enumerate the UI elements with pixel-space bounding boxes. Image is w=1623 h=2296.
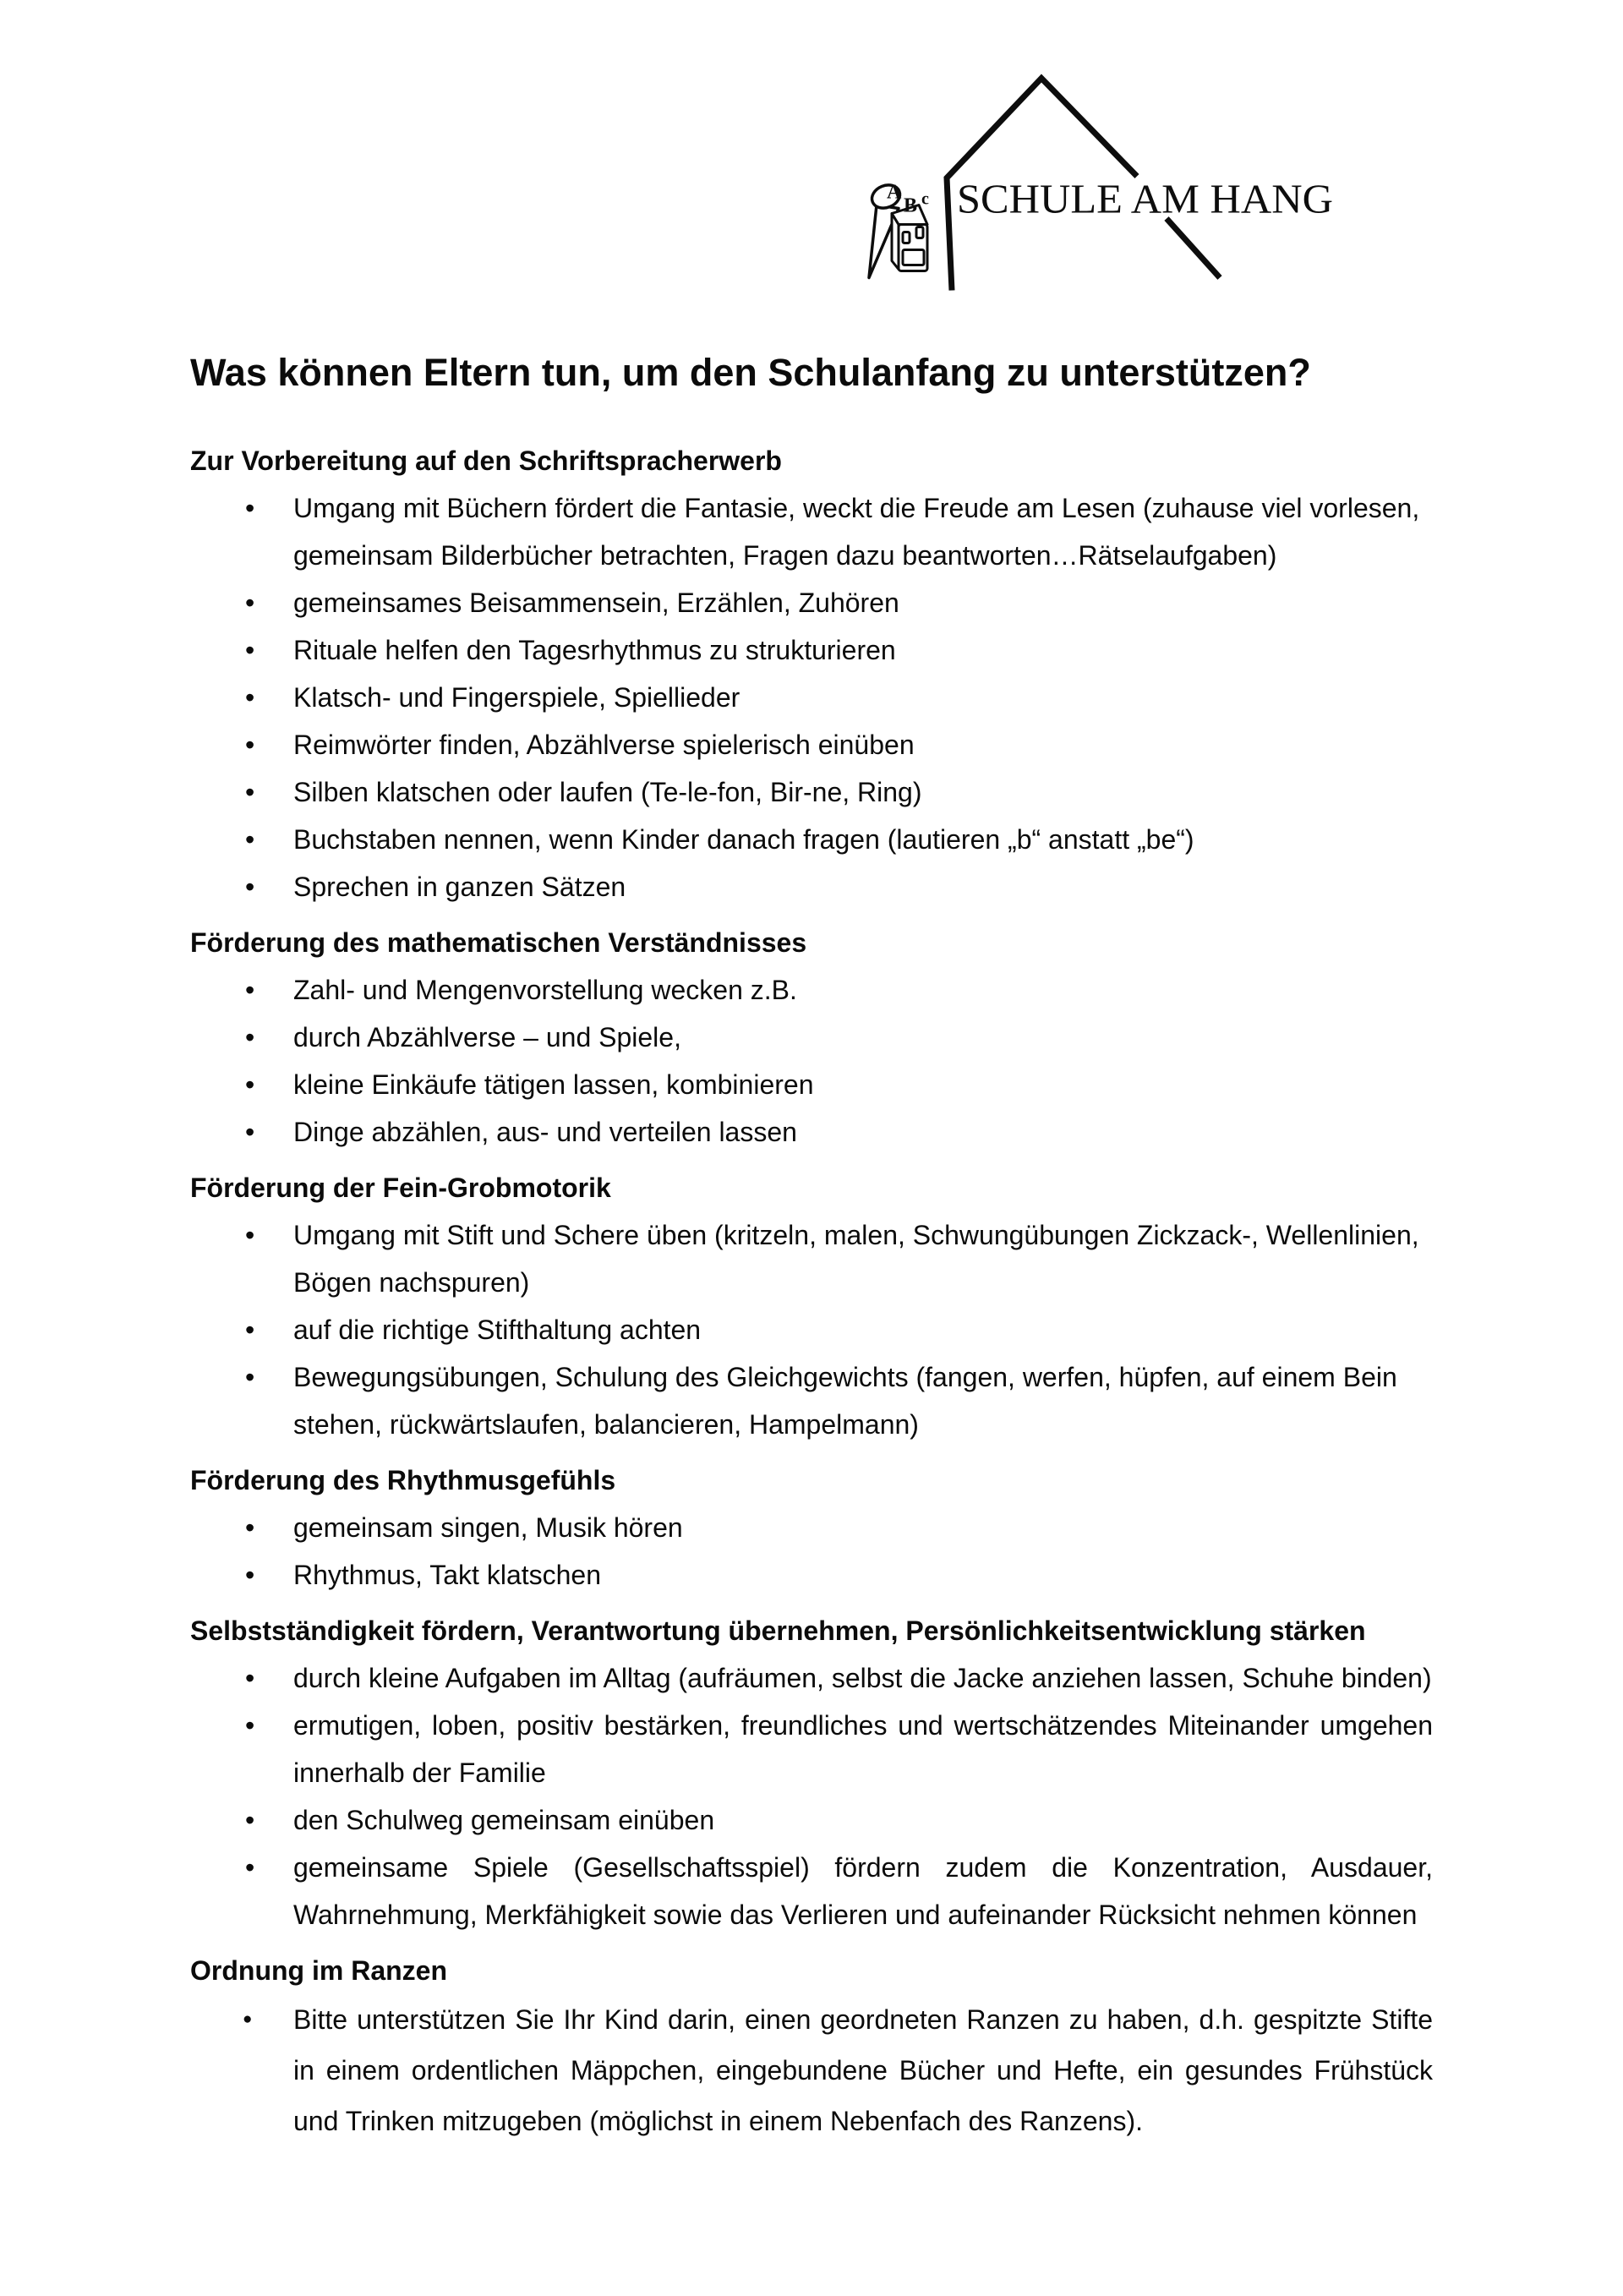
bullet-marker-icon: • — [245, 1022, 255, 1052]
document-section — [190, 442, 1433, 910]
bullet-item — [190, 768, 1433, 816]
bullet-text: gemeinsame Spiele (Gesellschaftsspiel) fördern zudem die Konzentration, Ausdauer, Wahrnehmung, Merkfähigkeit sowie das Verlieren und aufeinander Rücksicht nehmen können — [293, 1852, 1433, 1930]
house-diagonal-icon — [1167, 219, 1220, 278]
bullet-item — [190, 1994, 1433, 2146]
bullet-list — [190, 1504, 1433, 1599]
bullet-item — [190, 626, 1433, 674]
bullet-item — [190, 1211, 1433, 1306]
document-section — [190, 1462, 1433, 1599]
sections — [190, 442, 1433, 2146]
bullet-list — [190, 1654, 1433, 1938]
bullet-text: Rituale helfen den Tagesrhythmus zu strukturieren — [293, 635, 896, 665]
logo-letter-b: B — [904, 194, 918, 217]
bullet-marker-icon: • — [245, 1220, 255, 1250]
bullet-marker-icon: • — [245, 1710, 255, 1741]
bullet-text: durch Abzählverse – und Spiele, — [293, 1022, 681, 1052]
bullet-marker-icon: • — [245, 872, 255, 902]
bullet-text: Bitte unterstützen Sie Ihr Kind darin, einen geordneten Ranzen zu haben, d.h. gespitzte Stifte in einem ordentlichen Mäppchen, eingebundene Bücher und Hefte, ein gesundes Frühstück und Trinken mitzugeben (möglichst in einem Nebenfach des Ranzens). — [293, 2004, 1433, 2136]
bullet-text: den Schulweg gemeinsam einüben — [293, 1805, 715, 1835]
bullet-marker-icon: • — [245, 975, 255, 1005]
bullet-item — [190, 1306, 1433, 1353]
section-heading: Förderung des mathematischen Verständnisses — [190, 927, 807, 958]
document-body — [190, 351, 1433, 2146]
bullet-marker-icon: • — [245, 493, 255, 523]
bullet-marker-icon: • — [245, 588, 255, 618]
bullet-marker-icon: • — [245, 1512, 255, 1543]
section-heading: Förderung des Rhythmusgefühls — [190, 1465, 616, 1495]
bullet-item — [190, 1702, 1433, 1796]
bullet-list — [190, 484, 1433, 910]
bullet-text: Dinge abzählen, aus- und verteilen lassen — [293, 1117, 797, 1147]
bullet-marker-icon: • — [245, 1663, 255, 1693]
bullet-marker-icon: • — [245, 1560, 255, 1590]
document-section — [190, 1169, 1433, 1448]
bullet-marker-icon: • — [245, 1362, 255, 1392]
bullet-text: Klatsch- und Fingerspiele, Spiellieder — [293, 682, 740, 713]
bullet-text: Bewegungsübungen, Schulung des Gleichgewichts (fangen, werfen, hüpfen, auf einem Bein stehen, rückwärtslaufen, balancieren, Hampelmann) — [293, 1362, 1397, 1440]
bullet-marker-icon: • — [245, 1805, 255, 1835]
bullet-text: Silben klatschen oder laufen (Te-le-fon, Bir-ne, Ring) — [293, 777, 922, 807]
bullet-text: Buchstaben nennen, wenn Kinder danach fragen (lautieren „b“ anstatt „be“) — [293, 824, 1194, 855]
school-logo — [833, 49, 1391, 332]
bullet-text: Rhythmus, Takt klatschen — [293, 1560, 602, 1590]
logo-letter-a: A — [887, 181, 902, 204]
bullet-text: Umgang mit Büchern fördert die Fantasie, weckt die Freude am Lesen (zuhause viel vorlesen, gemeinsam Bilderbücher betrachten, Fragen dazu beantworten…Rätselaufgaben) — [293, 493, 1420, 571]
bullet-marker-icon: • — [245, 1315, 255, 1345]
bullet-list — [190, 966, 1433, 1156]
bullet-item — [190, 674, 1433, 721]
bullet-marker-icon: • — [245, 777, 255, 807]
logo-school-name: SCHULE AM HANG — [957, 175, 1333, 222]
bullet-text: Reimwörter finden, Abzählverse spielerisch einüben — [293, 730, 915, 760]
document-section — [190, 924, 1433, 1156]
bullet-item — [190, 1353, 1433, 1448]
bullet-text: Zahl- und Mengenvorstellung wecken z.B. — [293, 975, 797, 1005]
bullet-item — [190, 1061, 1433, 1108]
bullet-marker-icon: • — [245, 1069, 255, 1100]
bullet-text: gemeinsam singen, Musik hören — [293, 1512, 683, 1543]
bullet-item — [190, 966, 1433, 1014]
bullet-marker-icon: • — [245, 730, 255, 760]
bullet-item — [190, 721, 1433, 768]
bullet-marker-icon: • — [245, 824, 255, 855]
document-section — [190, 1612, 1433, 1938]
bullet-item — [190, 1551, 1433, 1599]
bullet-text: ermutigen, loben, positiv bestärken, freundliches und wertschätzendes Miteinander umgehen innerhalb der Familie — [293, 1710, 1433, 1788]
bullet-text: kleine Einkäufe tätigen lassen, kombinieren — [293, 1069, 814, 1100]
bullet-item — [190, 1844, 1433, 1938]
bullet-text: Sprechen in ganzen Sätzen — [293, 872, 626, 902]
bullet-text: gemeinsames Beisammensein, Erzählen, Zuhören — [293, 588, 899, 618]
section-heading: Selbstständigkeit fördern, Verantwortung übernehmen, Persönlichkeitsentwicklung stärken — [190, 1615, 1366, 1646]
bullet-item — [190, 1108, 1433, 1156]
bullet-marker-icon: • — [245, 682, 255, 713]
logo-letter-c: c — [921, 189, 929, 209]
bullet-item — [190, 863, 1433, 910]
bullet-marker-icon: • — [245, 635, 255, 665]
bullet-marker-icon: ● — [243, 2010, 253, 2028]
section-heading: Förderung der Fein-Grobmotorik — [190, 1173, 611, 1203]
bullet-item — [190, 1796, 1433, 1844]
bullet-marker-icon: • — [245, 1117, 255, 1147]
bullet-item — [190, 816, 1433, 863]
section-heading: Ordnung im Ranzen — [190, 1955, 447, 1986]
bullet-item — [190, 484, 1433, 579]
bullet-item — [190, 579, 1433, 626]
bullet-text: durch kleine Aufgaben im Alltag (aufräumen, selbst die Jacke anziehen lassen, Schuhe binden) — [293, 1663, 1432, 1693]
bullet-list — [190, 1211, 1433, 1448]
page-title: Was können Eltern tun, um den Schulanfang zu unterstützen? — [190, 351, 1311, 394]
bullet-text: Umgang mit Stift und Schere üben (kritzeln, malen, Schwungübungen Zickzack-, Wellenlinien, Bögen nachspuren) — [293, 1220, 1419, 1298]
bullet-list — [190, 1994, 1433, 2146]
section-heading: Zur Vorbereitung auf den Schriftspracherwerb — [190, 446, 782, 476]
bullet-marker-icon: • — [245, 1852, 255, 1883]
bullet-item — [190, 1014, 1433, 1061]
bullet-text: auf die richtige Stifthaltung achten — [293, 1315, 702, 1345]
bullet-item — [190, 1654, 1433, 1702]
bullet-item — [190, 1504, 1433, 1551]
document-section — [190, 1952, 1433, 2146]
